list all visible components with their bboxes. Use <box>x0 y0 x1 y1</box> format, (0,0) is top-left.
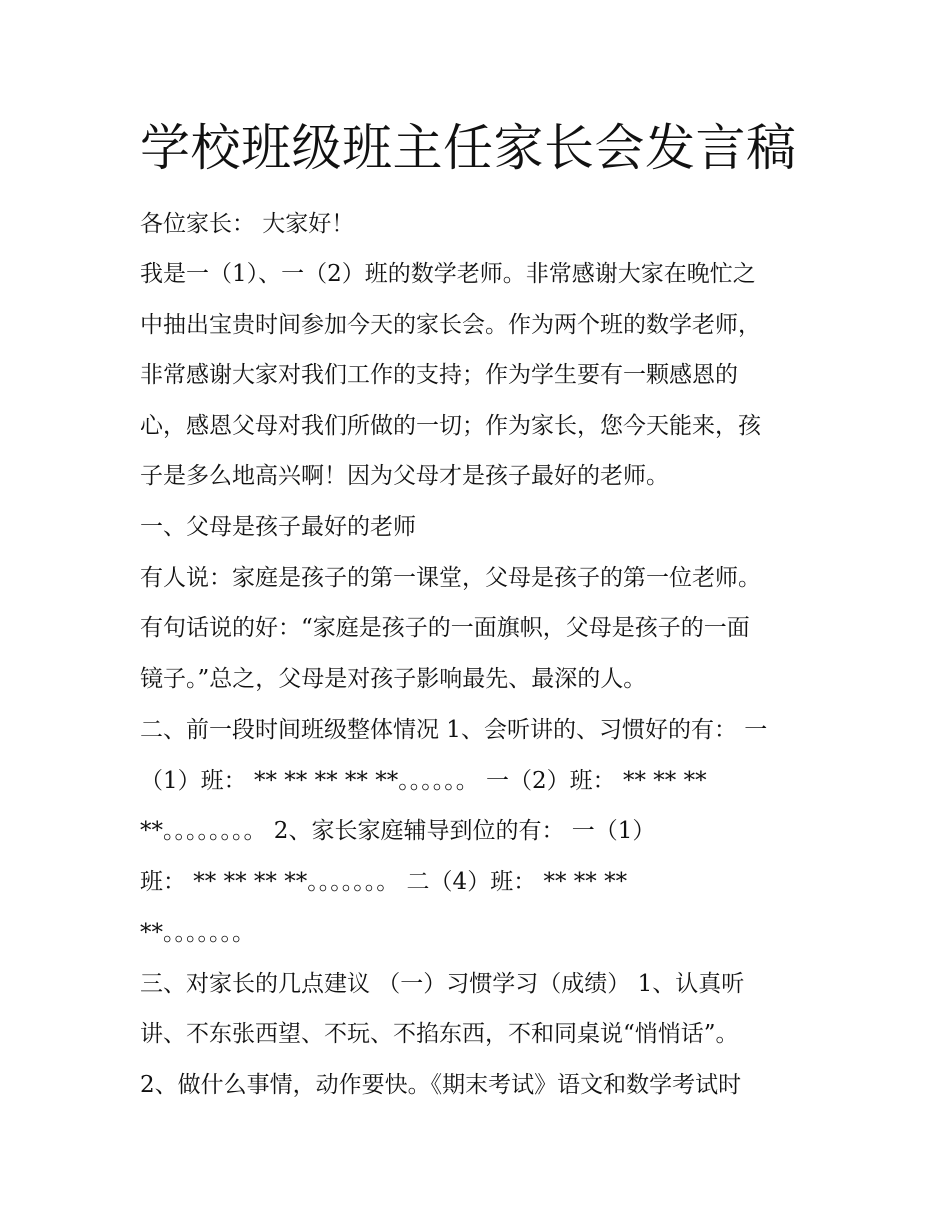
paragraph-line: 我是一（1）、一（2）班的数学老师。非常感谢大家在晚忙之 <box>140 261 756 287</box>
paragraph-line: 讲、不东张西望、不玩、不掐东西，不和同桌说“悄悄话”。 <box>140 1021 739 1047</box>
paragraph-line: **。。。。。。。。 2、家长家庭辅导到位的有： 一（1） <box>140 818 656 844</box>
paragraph-line: 有人说：家庭是孩子的第一课堂，父母是孩子的第一位老师。 <box>140 565 761 591</box>
paragraph-line: 子是多么地高兴啊！因为父母才是孩子最好的老师。 <box>140 463 669 489</box>
paragraph-line: 各位家长： 大家好！ <box>140 211 355 237</box>
paragraph-line: 有句话说的好：“家庭是孩子的一面旗帜，父母是孩子的一面 <box>140 615 750 641</box>
document-title: 学校班级班主任家长会发言稿 <box>140 119 797 177</box>
section-heading: 三、对家长的几点建议 （一）习惯学习（成绩） 1、认真听 <box>140 971 745 997</box>
paragraph-line: 镜子。”总之，父母是对孩子影响最先、最深的人。 <box>140 666 647 692</box>
paragraph-line: 非常感谢大家对我们工作的支持；作为学生要有一颗感恩的 <box>140 362 738 388</box>
paragraph-line: **。。。。。。。 <box>140 920 255 946</box>
section-heading: 一、父母是孩子最好的老师 <box>140 514 416 540</box>
paragraph-line: 班： ** ** ** **。。。。。。。 二（4）班： ** ** ** <box>140 869 628 895</box>
paragraph-line: （1）班： ** ** ** ** **。。。。。。 一（2）班： ** ** ** <box>140 768 707 794</box>
paragraph-line: 中抽出宝贵时间参加今天的家长会。作为两个班的数学老师， <box>140 312 761 338</box>
section-heading: 二、前一段时间班级整体情况 1、会听讲的、习惯好的有： 一 <box>140 717 768 743</box>
paragraph-line: 2、做什么事情，动作要快。《期末考试》语文和数学考试时 <box>140 1072 742 1098</box>
paragraph-line: 心，感恩父母对我们所做的一切；作为家长，您今天能来，孩 <box>140 413 761 439</box>
